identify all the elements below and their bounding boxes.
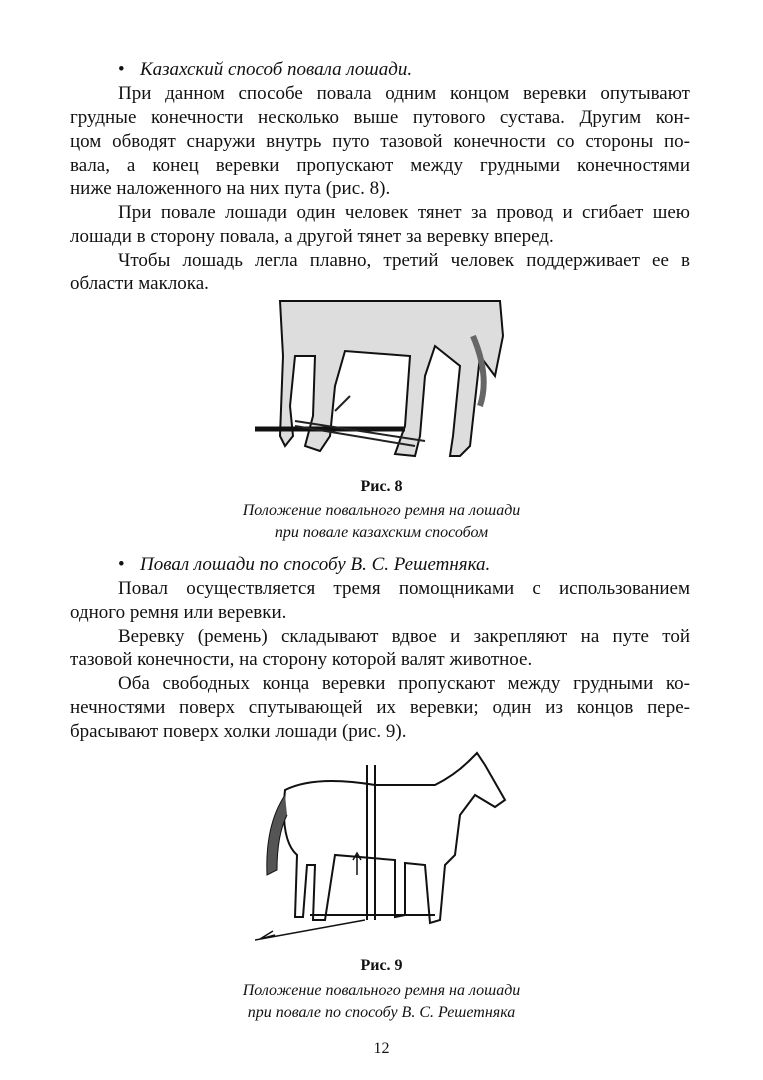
paragraph-line: тазовой конечности, на сторону которой валят животное. — [70, 649, 533, 670]
paragraph-line: Чтобы лошадь легла плавно, третий человек поддерживает ее в — [118, 250, 690, 271]
paragraph-line: нечностями поверх спутывающей их веревки; один из концов пере- — [70, 697, 690, 718]
paragraph-line: одного ремня или веревки. — [70, 602, 287, 623]
paragraph-line: При данном способе повала одним концом веревки опутывают — [118, 83, 690, 104]
section-heading-kazakh: • Казахский способ повала лошади. — [118, 59, 413, 80]
figure-8-caption-line: Положение повального ремня на лошади — [242, 502, 521, 519]
figure-9-caption-line: Положение повального ремня на лошади — [242, 982, 521, 999]
paragraph-line: Оба свободных конца веревки пропускают между грудными ко- — [118, 673, 690, 694]
paragraph-line: При повале лошади один человек тянет за провод и сгибает шею — [118, 202, 690, 223]
paragraph-line: Повал осуществляется тремя помощниками с использованием — [118, 578, 690, 599]
paragraph-line: лошади в сторону повала, а другой тянет за веревку вперед. — [70, 226, 554, 247]
paragraph-line: ниже наложенного на них пута (рис. 8). — [70, 178, 391, 199]
heading-text: Повал лошади по способу В. С. Решетняка. — [140, 554, 491, 575]
paragraph-line: Веревку (ремень) складывают вдвое и закрепляют на путе той — [118, 626, 690, 647]
figure-8-caption-line: при повале казахским способом — [274, 524, 489, 541]
figure-9-caption-line: при повале по способу В. С. Решетняка — [247, 1004, 516, 1021]
paragraph-line: грудные конечности несколько выше путового сустава. Другим кон- — [70, 107, 690, 128]
page-number: 12 — [373, 1040, 390, 1057]
figure-9-label: Рис. 9 — [360, 957, 403, 974]
heading-text: Казахский способ повала лошади. — [140, 59, 413, 80]
paragraph-line: цом обводят снаружи внутрь путо тазовой конечности со стороны по- — [70, 131, 690, 152]
figure-9-horse-illustration — [255, 745, 515, 945]
figure-8-horse-legs-illustration — [255, 296, 505, 468]
paragraph-line: брасывают поверх холки лошади (рис. 9). — [70, 721, 407, 742]
paragraph-line: вала, а конец веревки пропускают между грудными конечностями — [70, 155, 690, 176]
paragraph-line: области маклока. — [70, 273, 209, 294]
figure-8-label: Рис. 8 — [360, 478, 403, 495]
section-heading-reshetnyak: • Повал лошади по способу В. С. Решетняка. — [118, 554, 491, 575]
